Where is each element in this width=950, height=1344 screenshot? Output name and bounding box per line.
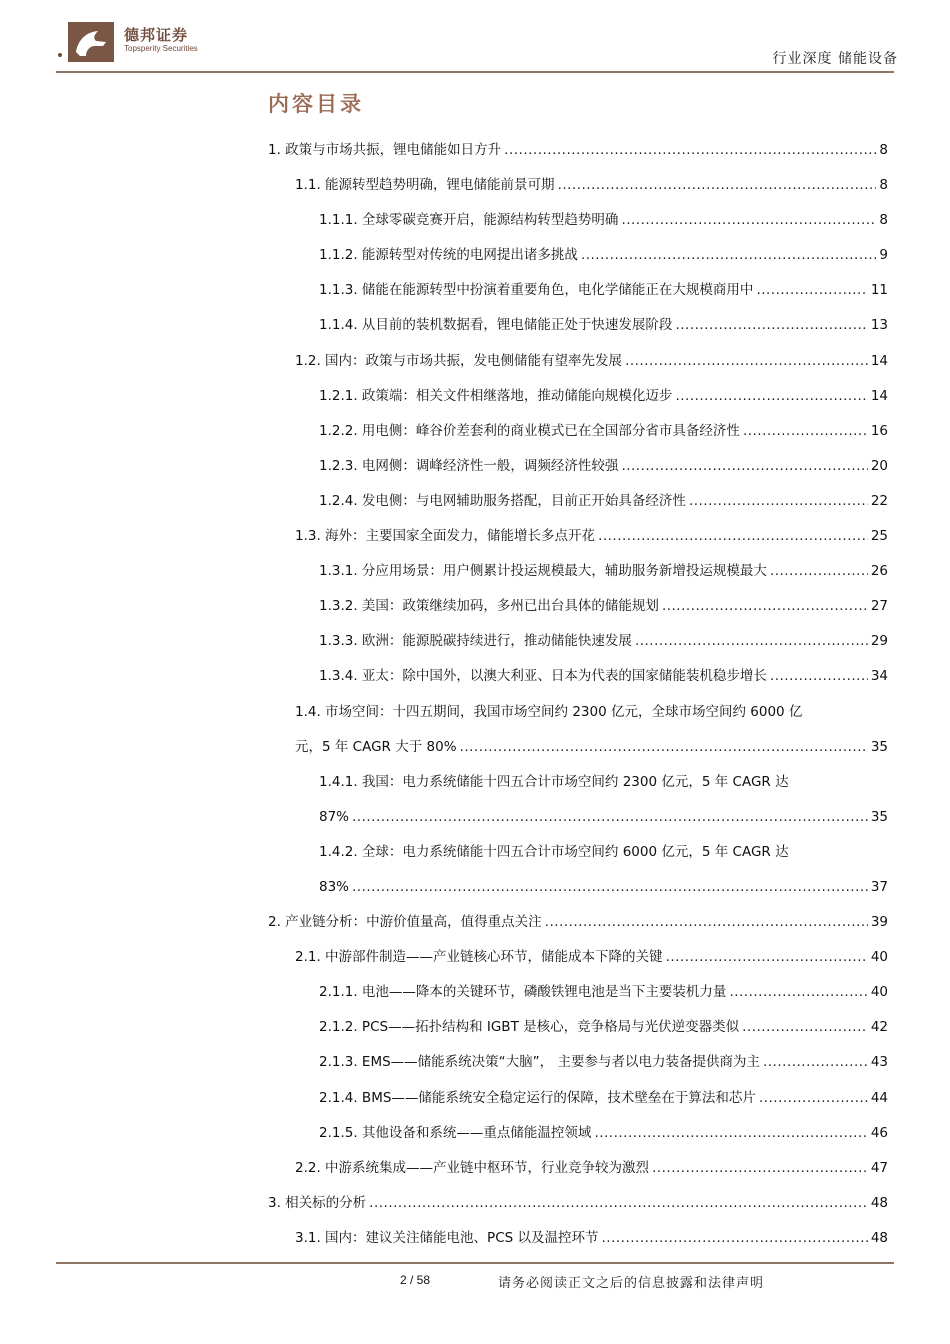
toc-entry[interactable]	[0, 307, 950, 342]
toc-entry-page: 26	[870, 563, 888, 580]
toc-line	[295, 738, 888, 756]
toc-line	[319, 246, 888, 264]
toc-line	[319, 1089, 888, 1107]
toc-entry-page: 25	[870, 528, 888, 545]
toc-entry[interactable]	[0, 1009, 950, 1044]
toc-entry-title: 2.1.1. 电池——降本的关键环节，磷酸铁锂电池是当下主要装机力量	[319, 984, 727, 1001]
toc-entry-page: 29	[870, 633, 888, 650]
toc-entry[interactable]	[0, 167, 950, 202]
toc-entry-title: 1.4.1. 我国：电力系统储能十四五合计市场空间约 2300 亿元，5 年 CAGR 达	[319, 773, 789, 790]
toc-entry[interactable]	[0, 1115, 950, 1150]
toc-entry-page: 48	[870, 1229, 888, 1246]
dot-leader	[675, 387, 867, 405]
toc-line	[319, 667, 888, 685]
footer-divider	[56, 1262, 894, 1264]
report-category: 行业深度 储能设备	[772, 51, 898, 67]
dot-leader	[635, 632, 868, 650]
toc-line	[295, 352, 888, 370]
dot-leader	[558, 176, 877, 194]
dot-leader	[742, 1018, 868, 1036]
dot-leader	[756, 281, 867, 299]
toc-entry[interactable]	[0, 483, 950, 518]
toc-entry-title: 1.2.1. 政策端：相关文件相继落地，推动储能向规模化迈步	[319, 387, 673, 404]
toc-entry-page: 47	[870, 1159, 888, 1176]
toc-entry-title: 2.1.3. EMS——储能系统决策“大脑”， 主要参与者以电力装备提供商为主	[319, 1054, 760, 1071]
toc-entry-page: 34	[870, 668, 888, 685]
toc-entry-page: 8	[879, 142, 888, 158]
toc-entry[interactable]	[0, 413, 950, 448]
toc-entry-title: 1.4.2. 全球：电力系统储能十四五合计市场空间约 6000 亿元，5 年 CAGR 达	[319, 843, 789, 860]
toc-entry-page: 13	[870, 317, 888, 334]
toc-line	[319, 387, 888, 405]
header-divider	[56, 71, 894, 73]
dot-leader	[743, 422, 868, 440]
toc-entry-page: 35	[870, 738, 888, 755]
toc-entry-title: 3.1. 国内：建议关注储能电池、PCS 以及温控环节	[295, 1229, 599, 1246]
toc-entry[interactable]	[0, 132, 950, 167]
toc-entry[interactable]	[0, 1080, 950, 1115]
dot-leader	[652, 1159, 868, 1177]
toc-entry-page: 43	[870, 1054, 888, 1071]
toc-entry[interactable]	[0, 623, 950, 658]
toc-line	[268, 141, 888, 159]
toc-entry[interactable]	[0, 202, 950, 237]
toc-entry-page: 46	[870, 1124, 888, 1141]
dot-leader	[352, 808, 868, 826]
dot-leader	[770, 667, 868, 685]
dot-leader	[689, 492, 868, 510]
toc-entry-page: 39	[870, 914, 888, 931]
toc-entry-title: 87%	[319, 808, 350, 825]
dot-leader	[763, 1053, 868, 1071]
toc-entry[interactable]	[0, 237, 950, 272]
toc-line	[295, 1229, 888, 1247]
logo-chinese-name: 德邦证券	[124, 26, 189, 44]
table-of-contents	[0, 132, 950, 1255]
toc-entry-title: 1.3.1. 分应用场景：用户侧累计投运规模最大，辅助服务新增投运规模最大	[319, 563, 767, 580]
toc-line	[268, 1194, 888, 1212]
toc-entry-title: 1.1.2. 能源转型对传统的电网提出诸多挑战	[319, 247, 578, 264]
page-number: 2 / 58	[400, 1273, 431, 1287]
toc-entry-title: 1.1.4. 从目前的装机数据看，锂电储能正处于快速发展阶段	[319, 317, 673, 334]
dot-leader	[662, 597, 868, 615]
toc-entry-title: 2.2. 中游系统集成——产业链中枢环节，行业竞争较为激烈	[295, 1159, 650, 1176]
toc-line	[319, 843, 888, 861]
toc-line	[319, 1018, 888, 1036]
toc-entry-title: 2. 产业链分析：中游价值量高，值得重点关注	[268, 914, 542, 931]
toc-entry[interactable]	[0, 764, 950, 799]
dot-leader	[581, 246, 876, 264]
dot-leader	[352, 878, 868, 896]
dot-leader	[759, 1089, 868, 1107]
toc-entry-page: 8	[879, 177, 888, 194]
toc-line	[319, 316, 888, 334]
toc-entry-page: 14	[870, 387, 888, 404]
toc-entry[interactable]	[0, 272, 950, 307]
toc-entry-title: 元，5 年 CAGR 大于 80%	[295, 738, 457, 755]
toc-entry-page: 40	[870, 949, 888, 966]
toc-entry-page: 22	[870, 492, 888, 509]
toc-entry[interactable]	[0, 834, 950, 869]
toc-entry-title: 1.2.4. 发电侧：与电网辅助服务搭配，目前正开始具备经济性	[319, 492, 686, 509]
dot-leader	[460, 738, 868, 756]
disclaimer-note: 请务必阅读正文之后的信息披露和法律声明	[498, 1276, 765, 1291]
toc-line	[268, 913, 888, 931]
dot-leader	[729, 983, 867, 1001]
toc-entry[interactable]	[0, 1220, 950, 1255]
toc-entry[interactable]	[0, 1150, 950, 1185]
toc-entry-title: 3. 相关标的分析	[268, 1194, 367, 1211]
dot-leader	[625, 352, 868, 370]
toc-line	[319, 281, 888, 299]
dot-leader	[675, 316, 867, 334]
topsperity-logo-icon	[68, 22, 114, 62]
toc-line	[319, 632, 888, 650]
toc-entry-title: 1.3.2. 美国：政策继续加码，多州已出台具体的储能规划	[319, 598, 659, 615]
toc-line	[319, 597, 888, 615]
toc-line	[319, 773, 888, 791]
logo-dot	[58, 53, 62, 57]
toc-entry-page: 37	[870, 878, 888, 895]
toc-entry-title: 1.3.4. 亚太：除中国外，以澳大利亚、日本为代表的国家储能装机稳步增长	[319, 668, 767, 685]
dot-leader	[594, 1124, 867, 1142]
dot-leader	[601, 1229, 867, 1247]
toc-entry-page: 9	[879, 247, 888, 264]
toc-line	[319, 492, 888, 510]
toc-title: 内容目录	[268, 92, 364, 116]
toc-line	[319, 808, 888, 826]
toc-entry-title: 1.3.3. 欧洲：能源脱碳持续进行，推动储能快速发展	[319, 633, 632, 650]
toc-entry[interactable]	[0, 378, 950, 413]
toc-line	[295, 948, 888, 966]
toc-entry[interactable]	[0, 799, 950, 834]
toc-entry-title: 1.2.3. 电网侧：调峰经济性一般，调频经济性较强	[319, 457, 619, 474]
toc-entry-title: 1.1.3. 储能在能源转型中扮演着重要角色，电化学储能正在大规模商用中	[319, 282, 754, 299]
toc-line	[319, 562, 888, 580]
toc-entry-page: 40	[870, 984, 888, 1001]
dot-leader	[504, 141, 876, 159]
toc-entry-page: 20	[870, 457, 888, 474]
toc-entry-title: 1. 政策与市场共振，锂电储能如日方升	[268, 142, 502, 158]
toc-line	[295, 703, 888, 721]
toc-entry-page: 8	[879, 212, 888, 229]
dot-leader	[621, 457, 867, 475]
dot-leader	[545, 913, 868, 931]
toc-entry[interactable]	[0, 939, 950, 974]
toc-line	[295, 1159, 888, 1177]
toc-entry-title: 2.1.2. PCS——拓扑结构和 IGBT 是核心，竞争格局与光伏逆变器类似	[319, 1019, 740, 1036]
toc-entry-page: 16	[870, 422, 888, 439]
toc-entry[interactable]	[0, 518, 950, 553]
toc-entry-page: 14	[870, 352, 888, 369]
toc-entry[interactable]	[0, 343, 950, 378]
toc-entry-title: 1.1. 能源转型趋势明确，锂电储能前景可期	[295, 177, 555, 194]
toc-entry-title: 1.2. 国内：政策与市场共振，发电侧储能有望率先发展	[295, 352, 623, 369]
toc-entry-title: 1.3. 海外：主要国家全面发力，储能增长多点开花	[295, 528, 596, 545]
dot-leader	[598, 527, 868, 545]
dot-leader	[770, 562, 868, 580]
toc-line	[319, 1053, 888, 1071]
page-header	[0, 0, 950, 80]
toc-entry-title: 1.2.2. 用电侧：峰谷价差套利的商业模式已在全国部分省市具备经济性	[319, 422, 740, 439]
toc-entry[interactable]	[0, 588, 950, 623]
toc-entry[interactable]	[0, 448, 950, 483]
toc-entry[interactable]	[0, 1185, 950, 1220]
toc-entry[interactable]	[0, 869, 950, 904]
toc-entry-page: 11	[870, 282, 888, 299]
dot-leader	[369, 1194, 868, 1212]
toc-entry-page: 27	[870, 598, 888, 615]
toc-line	[319, 878, 888, 896]
toc-entry[interactable]	[0, 694, 950, 729]
toc-entry[interactable]	[0, 1044, 950, 1079]
toc-entry-page: 48	[870, 1194, 888, 1211]
toc-entry-title: 2.1. 中游部件制造——产业链核心环节，储能成本下降的关键	[295, 949, 663, 966]
toc-line	[319, 1124, 888, 1142]
toc-entry[interactable]	[0, 904, 950, 939]
dot-leader	[666, 948, 868, 966]
toc-line	[295, 176, 888, 194]
dot-leader	[621, 211, 876, 229]
toc-entry-title: 2.1.5. 其他设备和系统——重点储能温控领域	[319, 1124, 592, 1141]
toc-line	[295, 527, 888, 545]
toc-line	[319, 422, 888, 440]
logo-english-name: Topsperity Securities	[124, 44, 198, 53]
toc-entry[interactable]	[0, 974, 950, 1009]
toc-entry[interactable]	[0, 553, 950, 588]
toc-entry-page: 44	[870, 1089, 888, 1106]
toc-entry-title: 1.4. 市场空间：十四五期间，我国市场空间约 2300 亿元，全球市场空间约 6000 亿	[295, 703, 803, 720]
toc-entry[interactable]	[0, 658, 950, 693]
toc-entry-page: 35	[870, 808, 888, 825]
toc-line	[319, 983, 888, 1001]
toc-entry-page: 42	[870, 1019, 888, 1036]
toc-entry[interactable]	[0, 729, 950, 764]
toc-entry-title: 1.1.1. 全球零碳竞赛开启，能源结构转型趋势明确	[319, 212, 619, 229]
toc-line	[319, 457, 888, 475]
toc-line	[319, 211, 888, 229]
toc-entry-title: 2.1.4. BMS——储能系统安全稳定运行的保障，技术壁垒在于算法和芯片	[319, 1089, 756, 1106]
toc-entry-title: 83%	[319, 878, 350, 895]
